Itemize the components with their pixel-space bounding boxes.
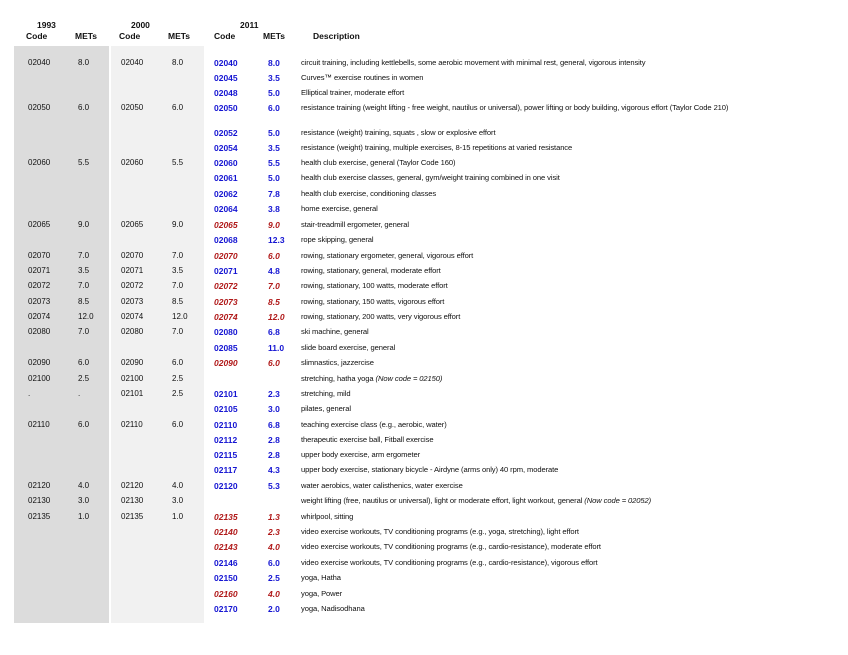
mets-2011-cell: 4.8: [268, 266, 280, 276]
description-cell: [301, 420, 836, 430]
code-2011-cell: 02050: [214, 103, 238, 113]
description-cell: [301, 103, 836, 113]
description-text: pilates, general: [301, 404, 351, 413]
description-text: slide board exercise, general: [301, 343, 396, 352]
description-cell: [301, 450, 836, 460]
mets-2000-cell: 2.5: [172, 389, 184, 398]
description-text: rope skipping, general: [301, 235, 374, 244]
mets-2000-cell: 3.0: [172, 496, 184, 505]
description-text: resistance training (weight lifting - free weight, nautilus or universal), power lifting or body building, vigorous effort (Taylor Code 210): [301, 103, 729, 112]
description-cell: [301, 496, 836, 506]
mets-2011-cell: 6.8: [268, 420, 280, 430]
mets-2011-cell: 3.5: [268, 143, 280, 153]
code-1993-cell: 02120: [28, 481, 51, 490]
mets-2000-cell: 8.0: [172, 58, 184, 67]
description-cell: [301, 573, 836, 583]
mets-1993-cell: 7.0: [78, 251, 90, 260]
mets-2011-cell: 8.0: [268, 58, 280, 68]
description-text: video exercise workouts, TV conditioning programs (e.g., yoga, stretching), light effort: [301, 527, 579, 536]
code-2011-cell: 02085: [214, 343, 238, 353]
year-1993-heading: 1993: [37, 20, 56, 30]
code-2011-cell: 02052: [214, 128, 238, 138]
code-2000-cell: 02135: [121, 512, 144, 521]
description-text: rowing, stationary, 200 watts, very vigorous effort: [301, 312, 461, 321]
description-text: yoga, Nadisodhana: [301, 604, 365, 613]
mets-2011-cell: 12.0: [268, 312, 285, 322]
description-cell: [301, 589, 836, 599]
description-cell: [301, 527, 836, 537]
description-text: health club exercise, conditioning classes: [301, 189, 437, 198]
code-2011-cell: 02160: [214, 589, 238, 599]
code-2000-cell: 02073: [121, 297, 144, 306]
mets-2011-cell: 3.8: [268, 204, 280, 214]
mets-2011-cell: 4.0: [268, 589, 280, 599]
mets-2000-cell: 5.5: [172, 158, 184, 167]
mets-2011-cell: 5.0: [268, 88, 280, 98]
mets-1993-cell: .: [78, 389, 81, 398]
code-2011-cell: 02090: [214, 358, 238, 368]
description-cell: [301, 465, 836, 475]
code-1993-header: Code: [26, 31, 48, 41]
mets-2000-cell: 7.0: [172, 251, 184, 260]
mets-2011-cell: 5.0: [268, 173, 280, 183]
description-text: Elliptical trainer, moderate effort: [301, 88, 405, 97]
description-text: therapeutic exercise ball, Fitball exercise: [301, 435, 434, 444]
code-2000-cell: 02080: [121, 327, 144, 336]
description-text: upper body exercise, arm ergometer: [301, 450, 421, 459]
code-2011-cell: 02045: [214, 73, 238, 83]
description-text: video exercise workouts, TV conditioning programs (e.g., cardio-resistance), moderate effort: [301, 542, 601, 551]
mets-1993-cell: 3.5: [78, 266, 90, 275]
mets-2011-cell: 3.0: [268, 404, 280, 414]
mets-2011-cell: 1.3: [268, 512, 280, 522]
mets-2011-cell: 2.8: [268, 435, 280, 445]
mets-2011-cell: 12.3: [268, 235, 285, 245]
code-2000-cell: 02072: [121, 281, 144, 290]
code-2011-cell: 02135: [214, 512, 238, 522]
mets-1993-cell: 8.5: [78, 297, 90, 306]
description-text: health club exercise classes, general, gym/weight training combined in one visit: [301, 173, 560, 182]
mets-1993-cell: 3.0: [78, 496, 90, 505]
code-2011-cell: 02060: [214, 158, 238, 168]
code-2011-cell: 02110: [214, 420, 238, 430]
description-cell: [301, 281, 836, 291]
description-cell: [301, 143, 836, 153]
mets-2000-cell: 3.5: [172, 266, 184, 275]
mets-1993-cell: 4.0: [78, 481, 90, 490]
mets-2000-cell: 1.0: [172, 512, 184, 521]
description-cell: [301, 312, 836, 322]
description-text: resistance (weight) training, multiple exercises, 8-15 repetitions at varied resistance: [301, 143, 573, 152]
code-2000-header: Code: [119, 31, 141, 41]
code-2000-cell: 02130: [121, 496, 144, 505]
mets-2011-header: METs: [263, 31, 286, 41]
mets-1993-header: METs: [75, 31, 98, 41]
code-2000-cell: 02110: [121, 420, 143, 429]
description-cell: [301, 235, 836, 245]
description-text: slimnastics, jazzercise: [301, 358, 374, 367]
code-2011-cell: 02068: [214, 235, 238, 245]
code-2011-header: Code: [214, 31, 236, 41]
description-text: whirlpool, sitting: [301, 512, 354, 521]
code-2011-cell: 02120: [214, 481, 238, 491]
code-2011-cell: 02080: [214, 327, 238, 337]
description-text: health club exercise, general (Taylor Code 160): [301, 158, 456, 167]
mets-2011-cell: 11.0: [268, 343, 285, 353]
mets-2000-cell: 8.5: [172, 297, 184, 306]
code-1993-cell: 02071: [28, 266, 51, 275]
description-cell: [301, 512, 836, 522]
description-text: upper body exercise, stationary bicycle - Airdyne (arms only) 40 rpm, moderate: [301, 465, 559, 474]
code-2000-cell: 02071: [121, 266, 144, 275]
description-cell: [301, 343, 836, 353]
mets-2011-cell: 5.0: [268, 128, 280, 138]
description-cell: [301, 58, 836, 68]
description-cell: [301, 435, 836, 445]
description-text: yoga, Power: [301, 589, 343, 598]
mets-2000-cell: 2.5: [172, 374, 184, 383]
description-text: stair-treadmill ergometer, general: [301, 220, 410, 229]
code-2011-cell: 02170: [214, 604, 238, 614]
code-1993-cell: 02074: [28, 312, 51, 321]
code-2011-cell: 02074: [214, 312, 238, 322]
code-1993-cell: 02130: [28, 496, 51, 505]
code-2011-cell: 02071: [214, 266, 238, 276]
code-2011-cell: 02143: [214, 542, 238, 552]
code-2011-cell: 02117: [214, 465, 238, 475]
code-2000-cell: 02060: [121, 158, 144, 167]
code-2011-cell: 02064: [214, 204, 238, 214]
code-1993-cell: 02073: [28, 297, 51, 306]
description-text: rowing, stationary, 100 watts, moderate effort: [301, 281, 448, 290]
mets-2000-cell: 7.0: [172, 281, 184, 290]
code-change-note: (Now code = 02150): [375, 374, 443, 383]
mets-2011-cell: 2.0: [268, 604, 280, 614]
mets-2011-cell: 2.3: [268, 527, 280, 537]
code-change-note: (Now code = 02052): [584, 496, 652, 505]
description-cell: [301, 297, 836, 307]
description-cell: [301, 128, 836, 138]
mets-2011-cell: 4.0: [268, 542, 280, 552]
mets-1993-cell: 1.0: [78, 512, 90, 521]
code-2000-cell: 02090: [121, 358, 144, 367]
code-2000-cell: 02120: [121, 481, 144, 490]
description-text: stretching, mild: [301, 389, 351, 398]
code-2011-cell: 02115: [214, 450, 238, 460]
description-text: ski machine, general: [301, 327, 369, 336]
mets-2011-cell: 7.0: [268, 281, 280, 291]
description-cell: [301, 374, 836, 384]
description-cell: [301, 173, 836, 183]
mets-1993-cell: 2.5: [78, 374, 90, 383]
mets-2000-header: METs: [168, 31, 191, 41]
code-1993-cell: 02080: [28, 327, 51, 336]
mets-2011-cell: 6.8: [268, 327, 280, 337]
code-1993-cell: 02072: [28, 281, 51, 290]
mets-1993-cell: 6.0: [78, 420, 90, 429]
mets-1993-cell: 12.0: [78, 312, 94, 321]
code-2011-cell: 02073: [214, 297, 238, 307]
mets-2000-cell: 7.0: [172, 327, 184, 336]
code-1993-cell: 02060: [28, 158, 51, 167]
mets-2011-cell: 6.0: [268, 103, 280, 113]
code-1993-cell: 02100: [28, 374, 51, 383]
code-2011-cell: 02070: [214, 251, 238, 261]
mets-2011-cell: 5.5: [268, 158, 280, 168]
description-text: rowing, stationary ergometer, general, vigorous effort: [301, 251, 474, 260]
description-text: rowing, stationary, 150 watts, vigorous effort: [301, 297, 445, 306]
mets-1993-cell: 8.0: [78, 58, 90, 67]
description-cell: [301, 251, 836, 261]
description-cell: [301, 358, 836, 368]
mets-2011-cell: 2.5: [268, 573, 280, 583]
description-text: water aerobics, water calisthenics, water exercise: [301, 481, 463, 490]
description-text: teaching exercise class (e.g., aerobic, water): [301, 420, 447, 429]
mets-2000-cell: 6.0: [172, 358, 184, 367]
code-1993-cell: 02090: [28, 358, 51, 367]
mets-2011-cell: 4.3: [268, 465, 280, 475]
mets-1993-cell: 7.0: [78, 327, 90, 336]
description-cell: [301, 604, 836, 614]
code-2011-cell: 02065: [214, 220, 238, 230]
code-2011-cell: 02112: [214, 435, 238, 445]
description-text: weight lifting (free, nautilus or universal), light or moderate effort, light workout, general: [301, 496, 585, 505]
code-2000-cell: 02100: [121, 374, 144, 383]
code-1993-cell: 02135: [28, 512, 51, 521]
mets-1993-cell: 9.0: [78, 220, 90, 229]
code-2000-cell: 02074: [121, 312, 144, 321]
mets-2011-cell: 8.5: [268, 297, 280, 307]
mets-1993-cell: 7.0: [78, 281, 90, 290]
code-1993-cell: .: [28, 389, 31, 398]
code-2011-cell: 02061: [214, 173, 238, 183]
description-text: rowing, stationary, general, moderate effort: [301, 266, 441, 275]
mets-2011-cell: 5.3: [268, 481, 280, 491]
mets-2000-cell: 6.0: [172, 420, 184, 429]
mets-2011-cell: 2.8: [268, 450, 280, 460]
description-cell: [301, 73, 836, 83]
description-cell: [301, 189, 836, 199]
code-2011-cell: 02140: [214, 527, 238, 537]
description-cell: [301, 327, 836, 337]
description-cell: [301, 542, 836, 552]
mets-1993-cell: 6.0: [78, 358, 90, 367]
description-cell: [301, 481, 836, 491]
mets-2000-cell: 9.0: [172, 220, 184, 229]
code-2011-cell: 02146: [214, 558, 238, 568]
year-2000-heading: 2000: [131, 20, 150, 30]
mets-2011-cell: 6.0: [268, 358, 280, 368]
description-cell: [301, 220, 836, 230]
code-2011-cell: 02072: [214, 281, 238, 291]
code-2000-cell: 02101: [121, 389, 144, 398]
code-2000-cell: 02070: [121, 251, 144, 260]
description-header: Description: [313, 31, 360, 41]
code-2011-cell: 02105: [214, 404, 238, 414]
mets-2011-cell: 7.8: [268, 189, 280, 199]
description-text: stretching, hatha yoga: [301, 374, 376, 383]
code-2000-cell: 02040: [121, 58, 144, 67]
code-2011-cell: 02040: [214, 58, 238, 68]
mets-1993-cell: 6.0: [78, 103, 90, 112]
code-1993-cell: 02050: [28, 103, 51, 112]
code-2011-cell: 02062: [214, 189, 238, 199]
code-2000-cell: 02050: [121, 103, 144, 112]
year-2011-heading: 2011: [240, 20, 259, 30]
description-cell: [301, 558, 836, 568]
code-2000-cell: 02065: [121, 220, 144, 229]
description-cell: [301, 158, 836, 168]
code-2011-cell: 02054: [214, 143, 238, 153]
description-cell: [301, 88, 836, 98]
description-text: home exercise, general: [301, 204, 378, 213]
code-1993-cell: 02065: [28, 220, 51, 229]
description-text: circuit training, including kettlebells, some aerobic movement with minimal rest, general, vigorous intensity: [301, 58, 646, 67]
description-text: resistance (weight) training, squats , slow or explosive effort: [301, 128, 496, 137]
description-cell: [301, 404, 836, 414]
code-1993-cell: 02070: [28, 251, 51, 260]
code-2011-cell: 02150: [214, 573, 238, 583]
mets-2011-cell: 6.0: [268, 558, 280, 568]
description-text: Curves™ exercise routines in women: [301, 73, 424, 82]
code-2011-cell: 02048: [214, 88, 238, 98]
description-cell: [301, 266, 836, 276]
mets-2011-cell: 2.3: [268, 389, 280, 399]
mets-2000-cell: 6.0: [172, 103, 184, 112]
code-2011-cell: 02101: [214, 389, 238, 399]
mets-2011-cell: 9.0: [268, 220, 280, 230]
code-1993-cell: 02040: [28, 58, 51, 67]
mets-2011-cell: 3.5: [268, 73, 280, 83]
description-cell: [301, 389, 836, 399]
description-cell: [301, 204, 836, 214]
code-1993-cell: 02110: [28, 420, 50, 429]
mets-2000-cell: 4.0: [172, 481, 184, 490]
mets-2011-cell: 6.0: [268, 251, 280, 261]
mets-1993-cell: 5.5: [78, 158, 90, 167]
mets-2000-cell: 12.0: [172, 312, 188, 321]
description-text: video exercise workouts, TV conditioning programs (e.g., cardio-resistance), vigorous effort: [301, 558, 598, 567]
description-text: yoga, Hatha: [301, 573, 341, 582]
